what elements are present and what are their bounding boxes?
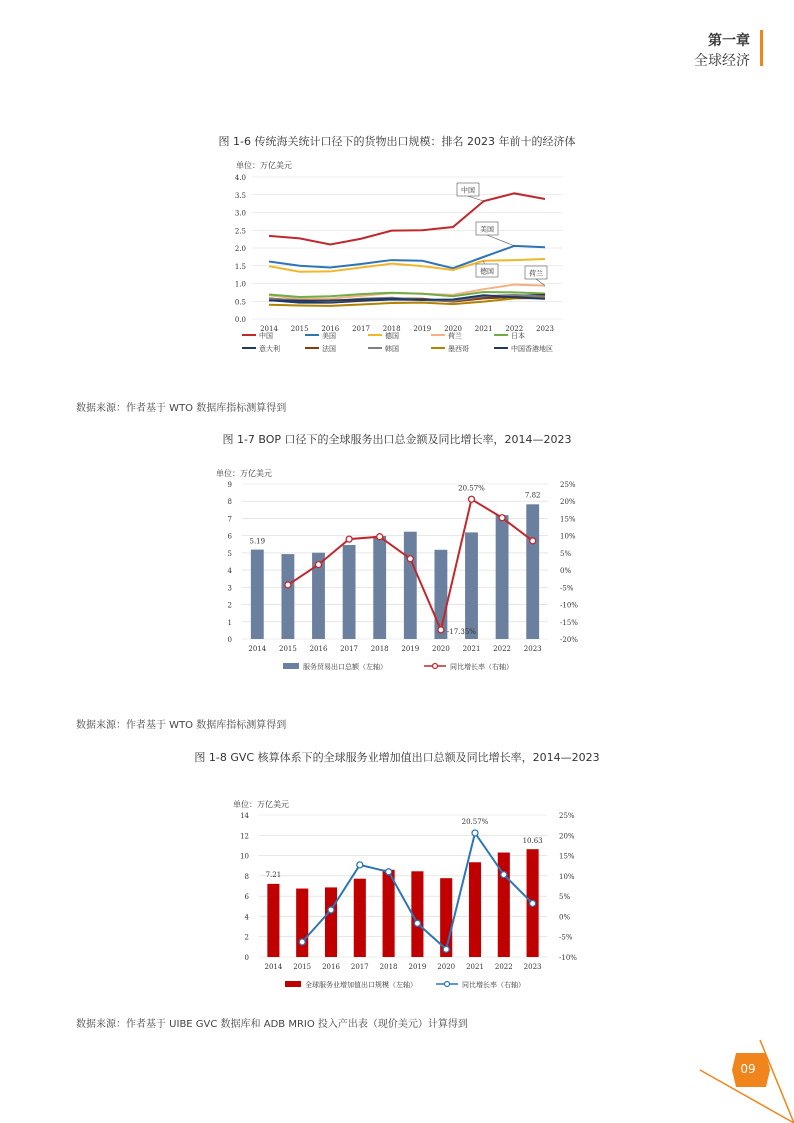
y2-tick-label: 25%: [560, 481, 576, 489]
x-tick-label: 2014: [248, 645, 267, 653]
x-tick-label: 2020: [444, 325, 462, 333]
legend-label: 日本: [511, 332, 525, 340]
y-tick-label: 2.0: [234, 245, 246, 253]
y-tick-label: 6: [227, 532, 232, 541]
y2-tick-label: 0%: [559, 913, 571, 922]
y2-tick-label: -5%: [560, 584, 574, 593]
x-tick-label: 2023: [536, 325, 554, 333]
x-tick-label: 2014: [260, 325, 278, 333]
y2-tick-label: -15%: [560, 618, 578, 627]
legend-label: 荷兰: [448, 332, 462, 340]
legend-label: 法国: [322, 345, 336, 353]
x-tick-label: 2018: [379, 963, 398, 971]
unit-label: 单位：万亿美元: [216, 469, 272, 478]
y2-tick-label: -10%: [559, 954, 577, 962]
x-tick-label: 2022: [493, 645, 512, 653]
y-tick-label: 0.5: [234, 298, 246, 307]
x-tick-label: 2020: [431, 645, 450, 653]
y-tick-label: 8: [227, 498, 232, 507]
x-tick-label: 2018: [370, 645, 389, 653]
data-label: -17.35%: [446, 627, 476, 636]
legend-line-label: 同比增长率（右轴）: [450, 663, 513, 671]
unit-label: 单位：万亿美元: [236, 161, 292, 170]
y-tick-label: 1.5: [234, 262, 246, 271]
y-tick-label: 3.5: [234, 191, 246, 200]
y2-tick-label: 20%: [559, 832, 575, 841]
x-tick-label: 2016: [309, 645, 328, 653]
chapter-title: 全球经济: [694, 53, 750, 69]
y2-tick-label: 15%: [559, 852, 575, 861]
x-tick-label: 2015: [293, 963, 312, 971]
y-tick-label: 4: [244, 913, 249, 922]
data-label: 7.21: [265, 870, 282, 879]
annotation-label: 中国: [461, 186, 475, 195]
y2-tick-label: -5%: [559, 933, 573, 942]
y2-tick-label: 5%: [560, 549, 572, 558]
figure-1-6-title: 图 1-6 传统海关统计口径下的货物出口规模：排名 2023 年前十的经济体: [218, 135, 576, 148]
y2-tick-label: 10%: [559, 872, 575, 881]
legend-bar-label: 服务贸易出口总额（左轴）: [303, 663, 387, 671]
x-tick-label: 2016: [322, 963, 340, 971]
data-label: 10.63: [522, 837, 543, 846]
data-label: 5.19: [249, 537, 266, 546]
page-number: 09: [740, 1062, 756, 1076]
y-tick-label: 3: [227, 584, 232, 593]
x-tick-label: 2014: [264, 963, 283, 971]
y2-tick-label: -10%: [560, 601, 578, 610]
legend-label: 中国香港地区: [511, 345, 553, 353]
y-tick-label: 9: [227, 481, 232, 489]
x-tick-label: 2015: [278, 645, 297, 653]
x-tick-label: 2017: [352, 325, 370, 333]
y-tick-label: 7: [227, 515, 232, 524]
y2-tick-label: -20%: [560, 636, 578, 644]
y-tick-label: 10: [240, 852, 249, 861]
y2-tick-label: 10%: [560, 532, 576, 541]
y-tick-label: 0: [227, 636, 232, 644]
figure-1-8-title: 图 1-8 GVC 核算体系下的全球服务业增加值出口总额及同比增长率，2014—2023: [194, 751, 600, 764]
y-tick-label: 6: [244, 893, 249, 902]
x-tick-label: 2021: [466, 963, 484, 971]
x-tick-label: 2022: [505, 325, 524, 333]
unit-label: 单位：万亿美元: [233, 800, 289, 809]
x-tick-label: 2021: [462, 645, 481, 653]
y2-tick-label: 25%: [559, 812, 575, 820]
annotation-label: 美国: [480, 225, 494, 234]
y-tick-label: 14: [240, 812, 249, 820]
legend-label: 美国: [322, 332, 336, 340]
y2-tick-label: 15%: [560, 515, 576, 524]
legend-label: 德国: [385, 332, 399, 340]
y-tick-label: 4.0: [234, 174, 246, 182]
x-tick-label: 2017: [350, 963, 369, 971]
y-tick-label: 0.0: [234, 316, 246, 324]
x-tick-label: 2019: [413, 325, 432, 333]
y-tick-label: 0: [244, 954, 249, 962]
data-label: 20.57%: [458, 484, 485, 493]
y2-tick-label: 0%: [560, 567, 572, 576]
annotation-label: 德国: [480, 267, 494, 276]
figure-1-7-title: 图 1-7 BOP 口径下的全球服务出口总金额及同比增长率，2014—2023: [222, 433, 572, 446]
y-tick-label: 2: [227, 601, 232, 610]
y-tick-label: 2: [244, 933, 249, 942]
x-tick-label: 2018: [382, 325, 401, 333]
x-tick-label: 2020: [437, 963, 456, 971]
data-label: 7.82: [524, 491, 541, 500]
y-tick-label: 4: [227, 567, 232, 576]
legend-line-label: 同比增长率（右轴）: [462, 981, 525, 989]
figure-1-6-source: 数据来源：作者基于 WTO 数据库指标测算得到: [76, 403, 287, 414]
x-tick-label: 2016: [321, 325, 340, 333]
y2-tick-label: 5%: [559, 893, 571, 902]
figure-1-8-source: 数据来源：作者基于 UIBE GVC 数据库和 ADB MRIO 投入产出表（现价美元）计算得到: [76, 1019, 468, 1030]
y-tick-label: 12: [240, 832, 249, 841]
legend-label: 意大利: [259, 345, 280, 353]
legend-bar-label: 全球服务业增加值出口规模（左轴）: [305, 981, 417, 989]
y-tick-label: 2.5: [234, 227, 246, 236]
data-label: 20.57%: [461, 817, 489, 826]
y2-tick-label: 20%: [560, 498, 576, 507]
chapter-number: 第一章: [708, 33, 750, 49]
x-tick-label: 2015: [290, 325, 309, 333]
x-tick-label: 2023: [523, 645, 542, 653]
x-tick-label: 2023: [523, 963, 542, 971]
figure-1-7-source: 数据来源：作者基于 WTO 数据库指标测算得到: [76, 720, 287, 731]
annotation-label: 荷兰: [529, 269, 543, 278]
x-tick-label: 2019: [401, 645, 420, 653]
y-tick-label: 3.0: [234, 209, 246, 218]
y-tick-label: 1: [227, 618, 232, 627]
x-tick-label: 2019: [408, 963, 427, 971]
x-tick-label: 2022: [494, 963, 513, 971]
x-tick-label: 2021: [474, 325, 493, 333]
legend-label: 中国: [259, 332, 273, 340]
x-tick-label: 2017: [340, 645, 359, 653]
legend-label: 韩国: [385, 345, 399, 353]
y-tick-label: 5: [227, 549, 232, 558]
y-tick-label: 8: [244, 872, 249, 881]
legend-label: 墨西哥: [448, 345, 469, 353]
y-tick-label: 1.0: [234, 280, 246, 289]
